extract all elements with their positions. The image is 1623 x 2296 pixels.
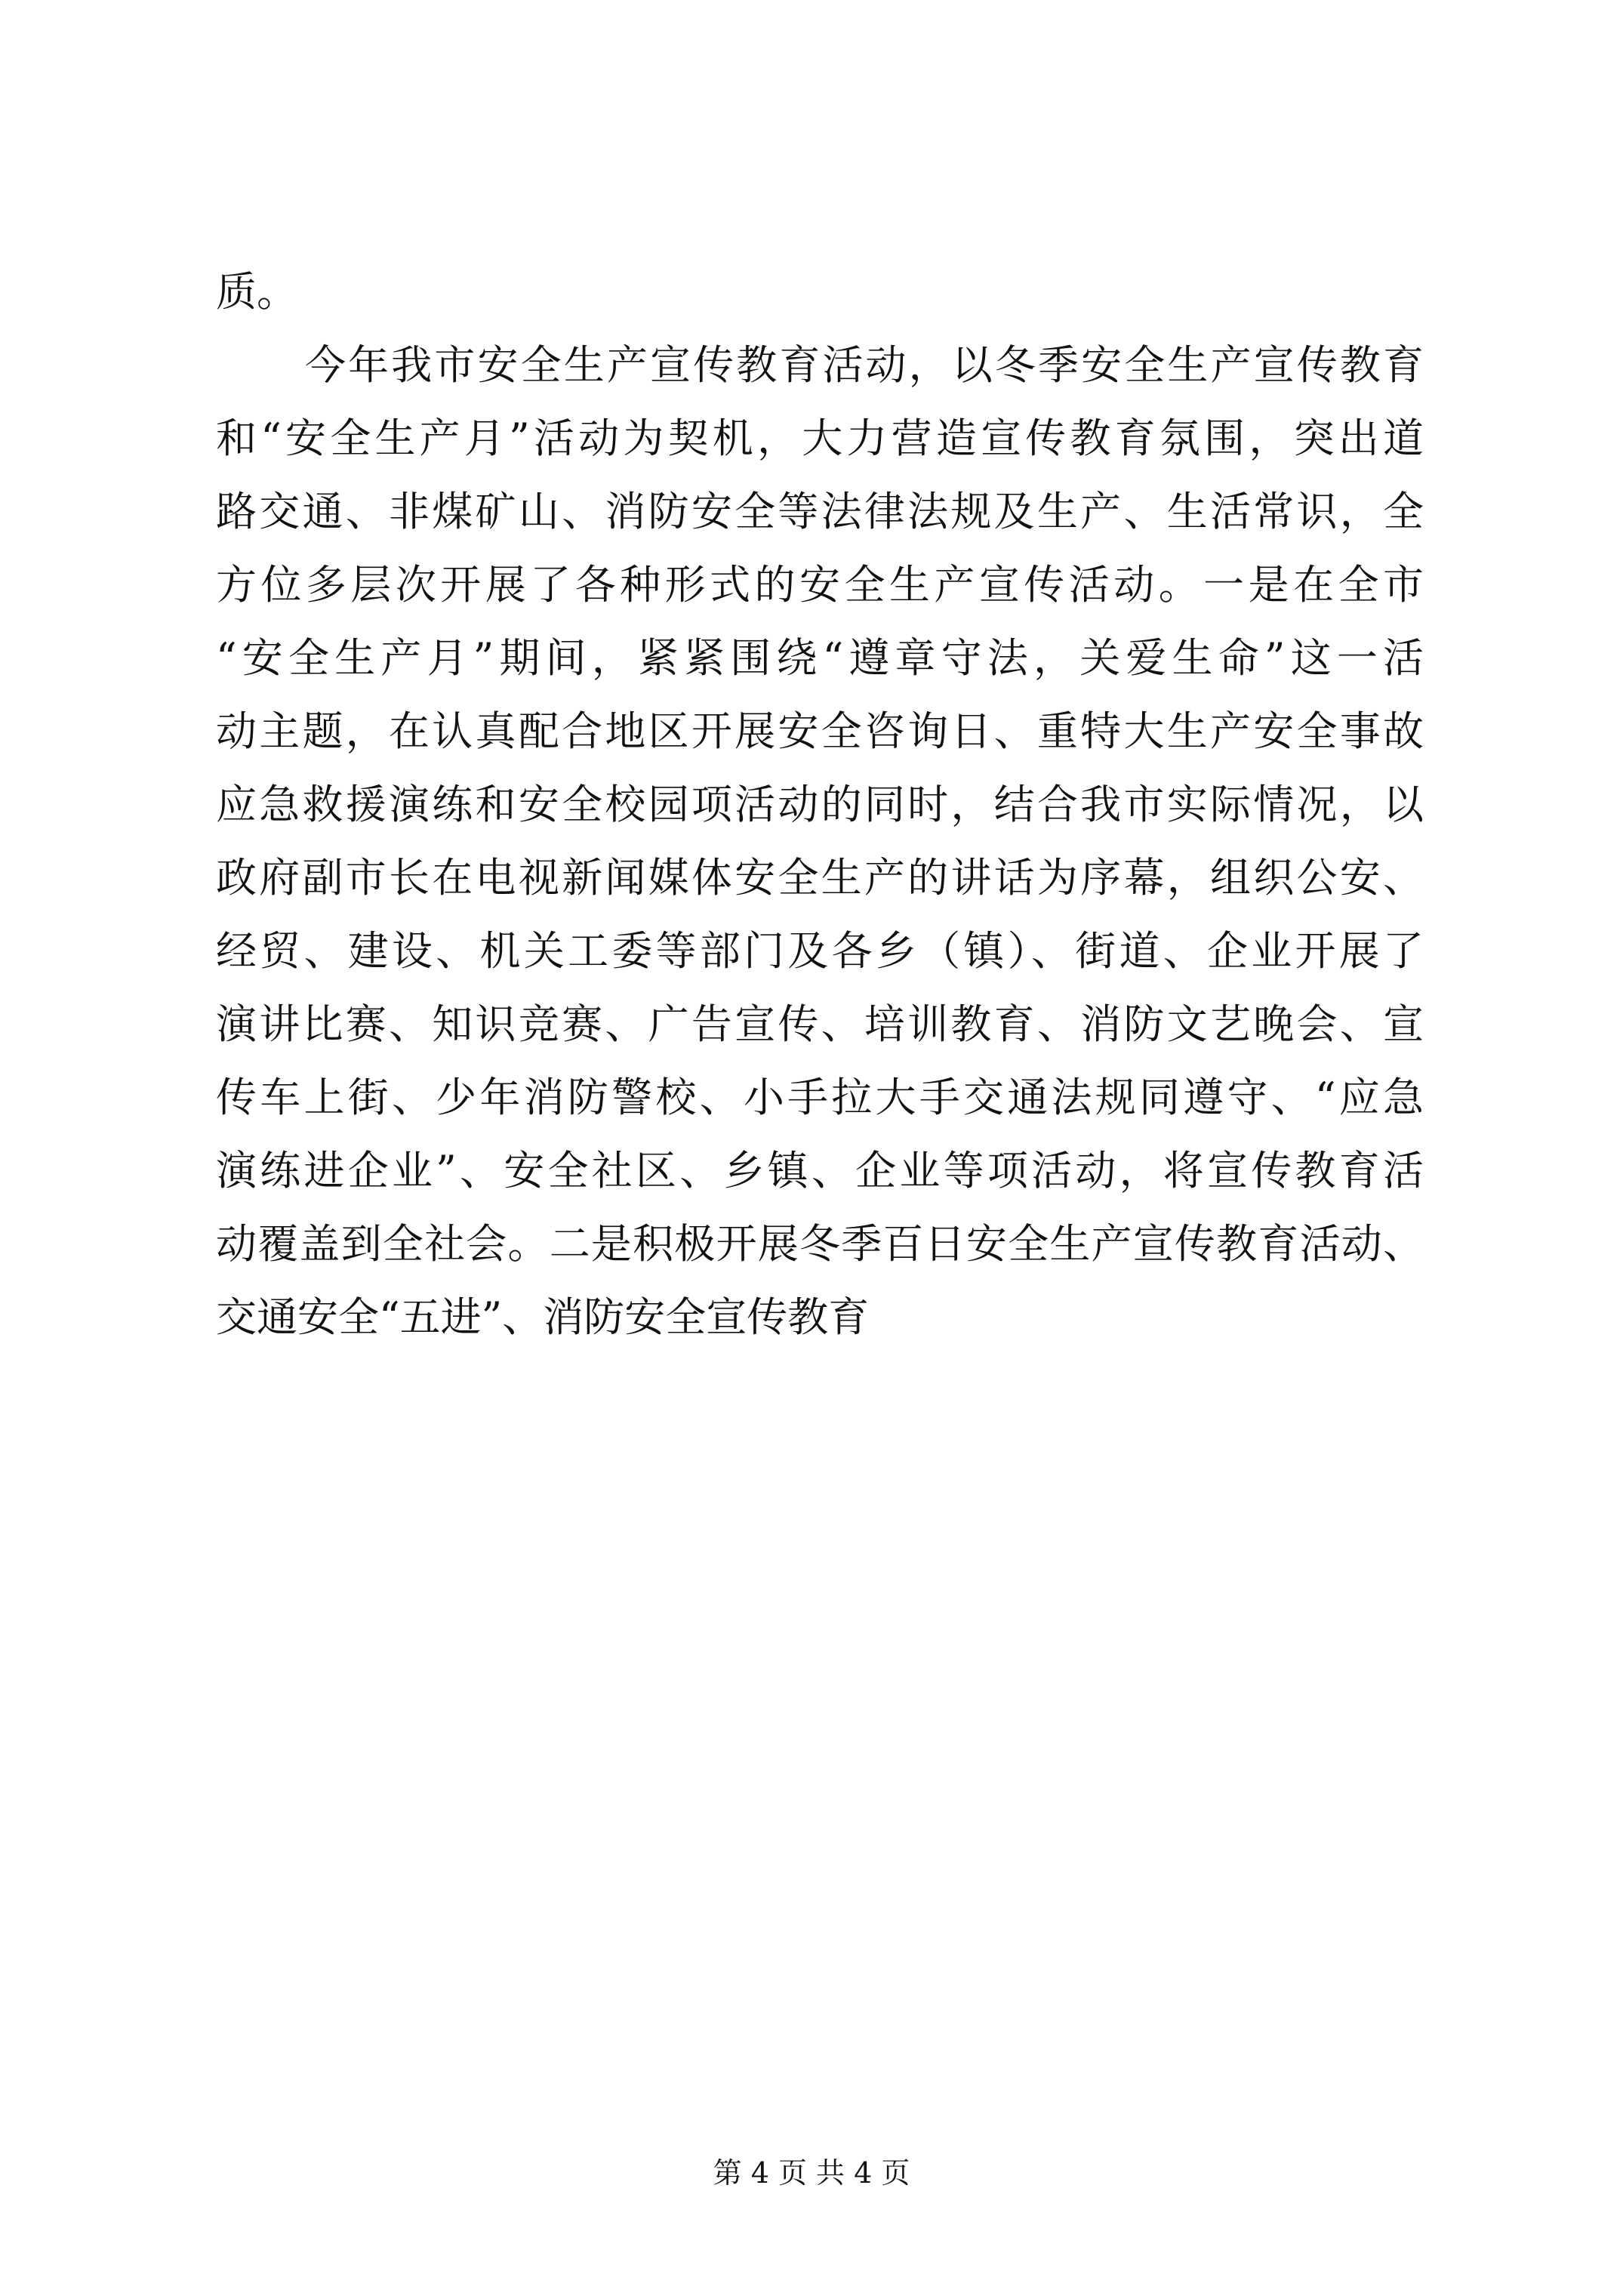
text-line: “安全生产月”期间，紧紧围绕“遵章守法，关爱生命”这一活 bbox=[216, 634, 1424, 682]
text-line: 动覆盖到全社会。二是积极开展冬季百日安全生产宣传教育活动、 bbox=[216, 1220, 1424, 1268]
text-line: 传车上街、少年消防警校、小手拉大手交通法规同遵守、“应急 bbox=[216, 1074, 1424, 1121]
text-line: 经贸、建设、机关工委等部门及各乡（镇）、街道、企业开展了 bbox=[216, 927, 1424, 975]
text-line: 演讲比赛、知识竞赛、广告宣传、培训教育、消防文艺晚会、宣 bbox=[216, 1000, 1424, 1048]
paragraph-first-line: 今年我市安全生产宣传教育活动，以冬季安全生产宣传教育 bbox=[305, 341, 1424, 389]
page-number: 第 4 页 共 4 页 bbox=[713, 2156, 910, 2190]
text-line: 应急救援演练和安全校园项活动的同时，结合我市实际情况，以 bbox=[216, 781, 1424, 828]
text-line: 方位多层次开展了各种形式的安全生产宣传活动。一是在全市 bbox=[216, 561, 1424, 609]
text-line: 路交通、非煤矿山、消防安全等法律法规及生产、生活常识，全 bbox=[216, 488, 1424, 535]
text-line: 演练进企业”、安全社区、乡镇、企业等项活动，将宣传教育活 bbox=[216, 1147, 1424, 1194]
text-line: 和“安全生产月”活动为契机，大力营造宣传教育氛围，突出道 bbox=[216, 415, 1424, 462]
text-line: 质。 bbox=[216, 268, 297, 316]
text-line: 动主题，在认真配合地区开展安全咨询日、重特大生产安全事故 bbox=[216, 707, 1424, 755]
text-line: 交通安全“五进”、消防安全宣传教育 bbox=[216, 1293, 870, 1341]
page-footer bbox=[0, 2150, 1623, 2196]
text-line: 政府副市长在电视新闻媒体安全生产的讲话为序幕，组织公安、 bbox=[216, 854, 1424, 901]
body-text bbox=[216, 255, 1424, 1354]
